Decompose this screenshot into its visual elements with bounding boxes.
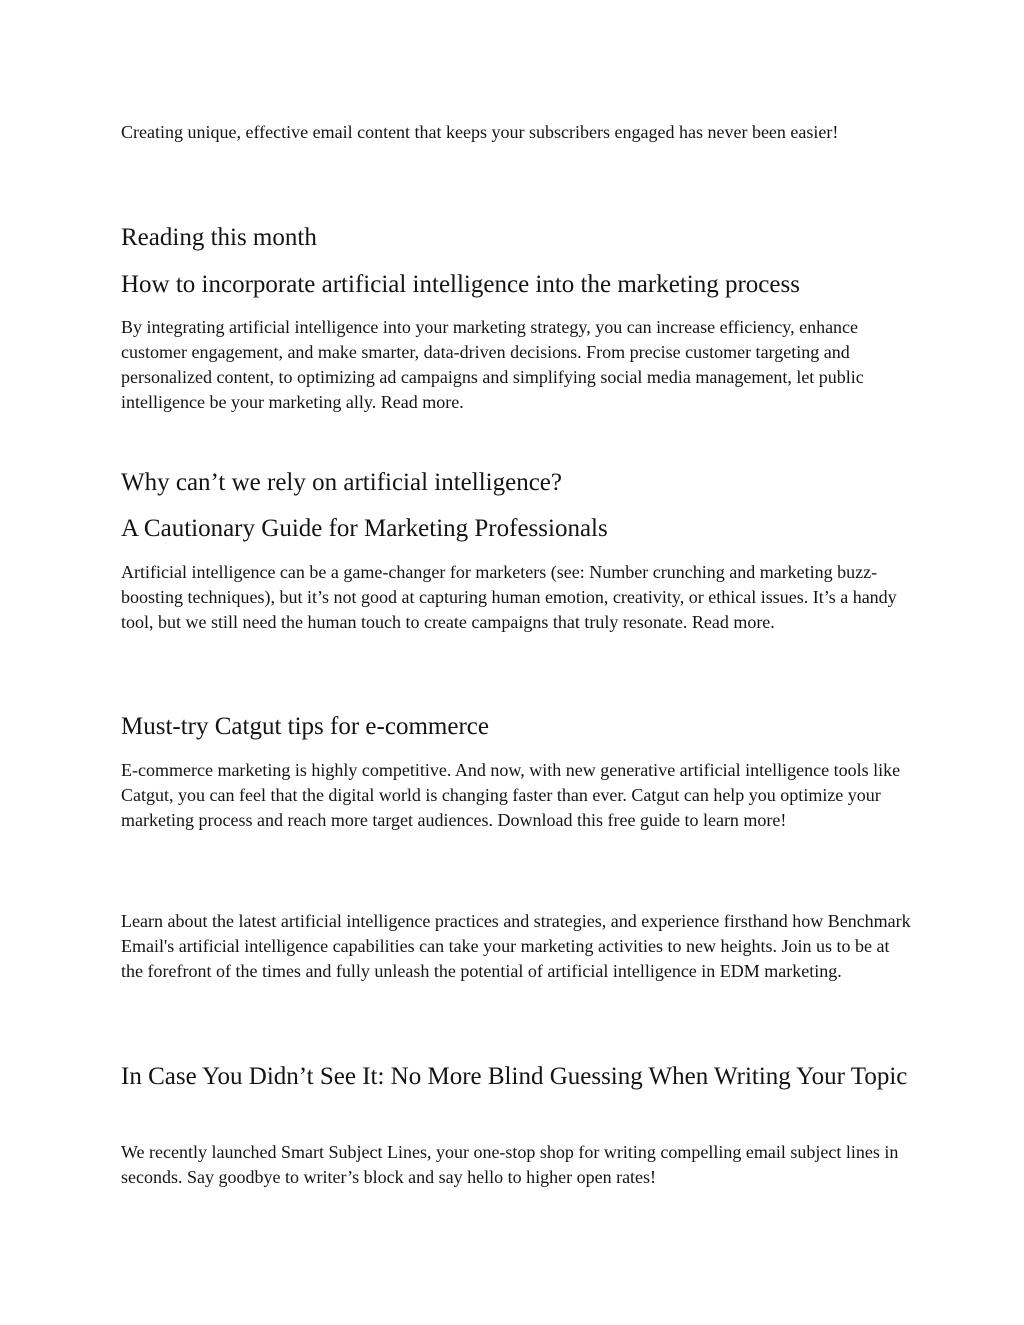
reading-article-title: How to incorporate artificial intelligence into the marketing process: [121, 271, 800, 298]
caution-body: Artificial intelligence can be a game-changer for marketers (see: Number crunching and marketing buzz-boosting techniques), but it’s not good at capturing human emotion, creativity, or ethical issues. It’s a handy tool, but we still need the human touch to create campaigns that truly resonate. Read more.: [121, 562, 897, 632]
missed-heading: In Case You Didn’t See It: No More Blind Guessing When Writing Your Topic: [121, 1063, 908, 1090]
intro-text: Creating unique, effective email content that keeps your subscribers engaged has never been easier!: [121, 122, 839, 142]
caution-heading: Why can’t we rely on artificial intelligence?: [121, 469, 563, 496]
reading-heading: Reading this month: [121, 224, 317, 251]
missed-body: We recently launched Smart Subject Lines, your one-stop shop for writing compelling email subject lines in seconds. Say goodbye to writer’s block and say hello to higher open rates!: [121, 1142, 899, 1187]
tips-body: E-commerce marketing is highly competitive. And now, with new generative artificial intelligence tools like Catgut, you can feel that the digital world is changing faster than ever. Catgut can help you optimize your marketing process and reach more target audiences. Download this free guide to learn more!: [121, 760, 901, 830]
learn-body: Learn about the latest artificial intelligence practices and strategies, and experience firsthand how Benchmark Email's artificial intelligence capabilities can take your marketing activities to new heights. Join us to be at the forefront of the times and fully unleash the potential of artificial intelligence in EDM marketing.: [121, 911, 911, 981]
caution-subheading: A Cautionary Guide for Marketing Professionals: [121, 515, 608, 542]
tips-heading: Must-try Catgut tips for e-commerce: [121, 713, 489, 740]
reading-article-body: By integrating artificial intelligence into your marketing strategy, you can increase efficiency, enhance customer engagement, and make smarter, data-driven decisions. From precise customer targeting and personalized content, to optimizing ad campaigns and simplifying social media management, let public intelligence be your marketing ally. Read more.: [121, 317, 864, 412]
